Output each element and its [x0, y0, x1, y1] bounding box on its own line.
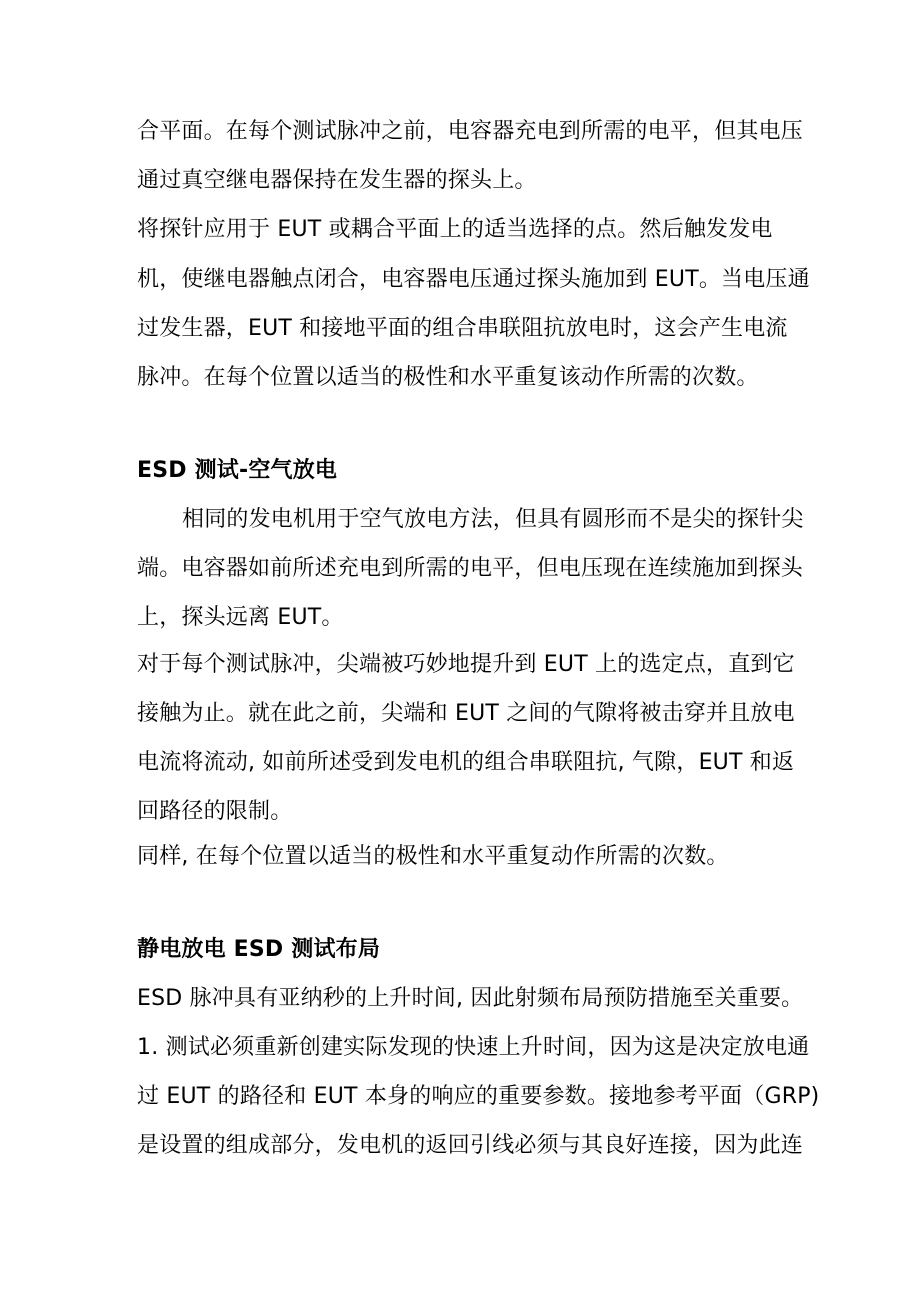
section-heading-esd-layout: 静电放电 ESD 测试布局 — [137, 937, 381, 962]
paragraph-line: 对于每个测试脉冲，尖端被巧妙地提升到 EUT 上的选定点，直到它 — [137, 652, 795, 677]
paragraph-line: 是设置的组成部分，发电机的返回引线必须与其良好连接，因为此连 — [137, 1133, 804, 1158]
section-heading-air-discharge: ESD 测试-空气放电 — [137, 458, 338, 483]
paragraph-line: 将探针应用于 EUT 或耦合平面上的适当选择的点。然后触发发电 — [137, 217, 773, 242]
paragraph-line: 通过真空继电器保持在发生器的探头上。 — [137, 168, 537, 193]
paragraph-line: 过 EUT 的路径和 EUT 本身的响应的重要参数。接地参考平面（GRP) — [137, 1084, 820, 1109]
paragraph-line: ESD 脉冲具有亚纳秒的上升时间, 因此射频布局预防措施至关重要。 — [137, 986, 804, 1011]
paragraph-line: 接触为止。就在此之前，尖端和 EUT 之间的气隙将被击穿并且放电 — [137, 701, 795, 726]
paragraph-line: 过发生器，EUT 和接地平面的组合串联阻抗放电时，这会产生电流 — [137, 316, 788, 341]
paragraph-line: 回路径的限制。 — [137, 799, 293, 824]
paragraph-line: 1. 测试必须重新创建实际发现的快速上升时间，因为这是决定放电通 — [137, 1035, 810, 1060]
paragraph-line: 上，探头远离 EUT。 — [137, 605, 344, 630]
paragraph-line: 端。电容器如前所述充电到所需的电平，但电压现在连续施加到探头 — [137, 556, 804, 581]
paragraph-line: 机，使继电器触点闭合，电容器电压通过探头施加到 EUT。当电压通 — [137, 267, 810, 292]
paragraph-line: 电流将流动, 如前所述受到发电机的组合串联阻抗, 气隙，EUT 和返 — [137, 750, 795, 775]
paragraph-line: 同样, 在每个位置以适当的极性和水平重复动作所需的次数。 — [137, 844, 729, 869]
paragraph-line: 合平面。在每个测试脉冲之前，电容器充电到所需的电平，但其电压 — [137, 119, 804, 144]
paragraph-line: 脉冲。在每个位置以适当的极性和水平重复该动作所需的次数。 — [137, 365, 759, 390]
paragraph-line: 相同的发电机用于空气放电方法，但具有圆形而不是尖的探针尖 — [182, 507, 804, 532]
